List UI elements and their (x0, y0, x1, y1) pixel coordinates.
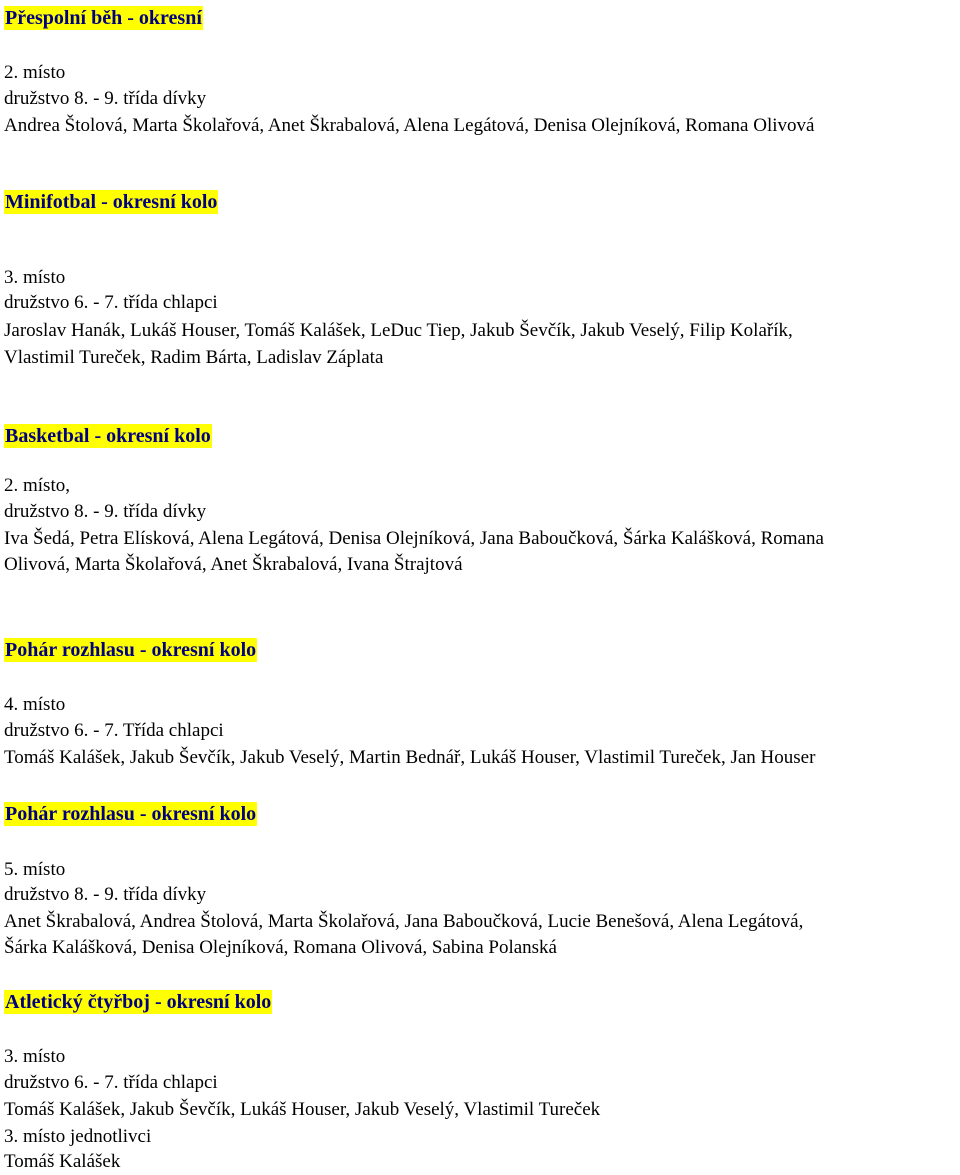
team-category: družstvo 8. - 9. třída dívky (4, 884, 207, 905)
section-heading-minifootball: Minifotbal - okresní kolo (5, 191, 218, 213)
team-category: družstvo 6. - 7. třída chlapci (4, 1072, 218, 1093)
individual-result-place: 3. místo jednotlivci (4, 1126, 152, 1147)
team-members-continued: Vlastimil Tureček, Radim Bárta, Ladislav Záplata (4, 347, 384, 368)
team-members: Anet Škrabalová, Andrea Štolová, Marta Školařová, Jana Baboučková, Lucie Benešová, Alena Legátová, (4, 911, 804, 932)
team-category: družstvo 8. - 9. třída dívky (4, 501, 207, 522)
individual-result-name: Tomáš Kalášek (4, 1151, 121, 1172)
section-heading-basketball: Basketbal - okresní kolo (5, 425, 211, 447)
result-place: 3. místo (4, 267, 66, 288)
team-category: družstvo 6. - 7. Třída chlapci (4, 720, 224, 741)
team-members: Jaroslav Hanák, Lukáš Houser, Tomáš Kalášek, LeDuc Tiep, Jakub Ševčík, Jakub Veselý, Filip Kolařík, (4, 320, 793, 341)
team-category: družstvo 8. - 9. třída dívky (4, 88, 207, 109)
team-members: Tomáš Kalášek, Jakub Ševčík, Lukáš Houser, Jakub Veselý, Vlastimil Tureček (4, 1099, 601, 1120)
result-place: 2. místo, (4, 475, 70, 496)
section-heading-athletics: Atletický čtyřboj - okresní kolo (5, 991, 272, 1013)
team-members: Iva Šedá, Petra Elísková, Alena Legátová, Denisa Olejníková, Jana Baboučková, Šárka Kalášková, Romana (4, 528, 824, 549)
result-place: 3. místo (4, 1046, 66, 1067)
team-members: Andrea Štolová, Marta Školařová, Anet Škrabalová, Alena Legátová, Denisa Olejníková, Romana Olivová (4, 115, 815, 136)
section-heading-radio-cup: Pohár rozhlasu - okresní kolo (5, 639, 257, 661)
result-place: 4. místo (4, 694, 66, 715)
section-heading-cross-country: Přespolní běh - okresní (5, 7, 202, 29)
result-place: 2. místo (4, 62, 66, 83)
team-members-continued: Olivová, Marta Školařová, Anet Škrabalová, Ivana Štrajtová (4, 554, 463, 575)
result-place: 5. místo (4, 859, 66, 880)
section-heading-radio-cup: Pohár rozhlasu - okresní kolo (5, 803, 257, 825)
team-members: Tomáš Kalášek, Jakub Ševčík, Jakub Veselý, Martin Bednář, Lukáš Houser, Vlastimil Tureček, Jan Houser (4, 747, 816, 768)
team-members-continued: Šárka Kalášková, Denisa Olejníková, Romana Olivová, Sabina Polanská (4, 937, 557, 958)
team-category: družstvo 6. - 7. třída chlapci (4, 292, 218, 313)
